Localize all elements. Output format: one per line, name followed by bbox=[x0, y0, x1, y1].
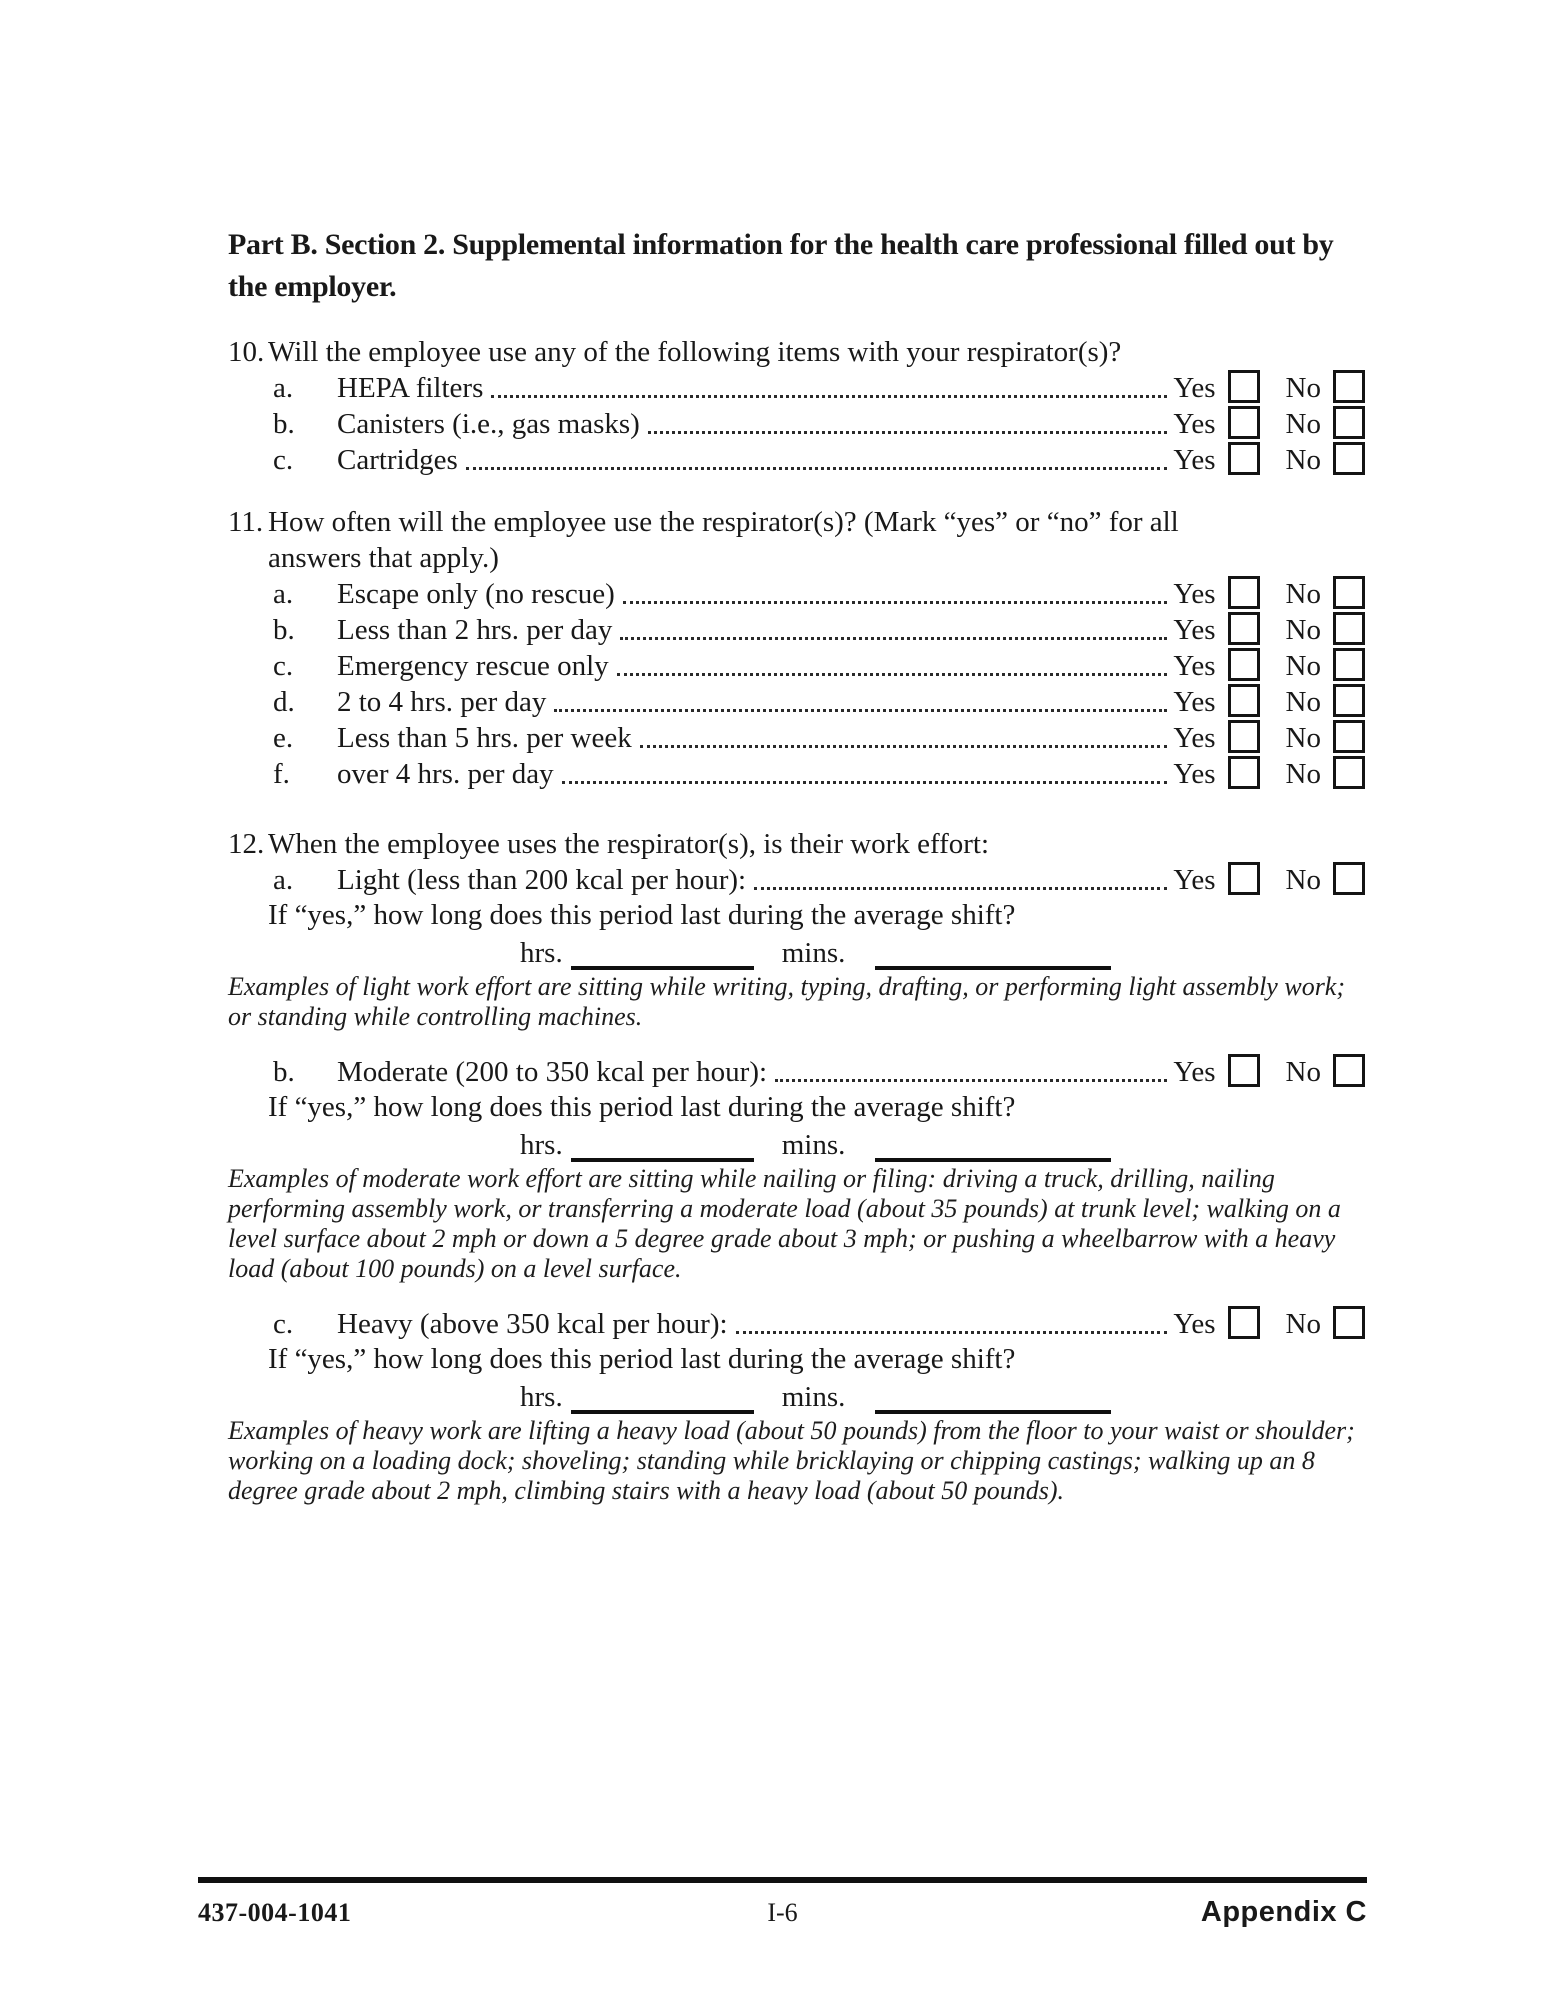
item-letter: b. bbox=[273, 614, 295, 646]
yes-checkbox[interactable] bbox=[1228, 370, 1260, 403]
footer-rule bbox=[198, 1877, 1367, 1883]
if-yes-prompt: If “yes,” how long does this period last during the average shift? bbox=[268, 899, 1016, 931]
footer-page-number: I-6 bbox=[767, 1898, 798, 1927]
no-label: No bbox=[1285, 758, 1321, 790]
item-label: over 4 hrs. per day bbox=[337, 758, 554, 790]
item-row-11f bbox=[273, 756, 1365, 792]
no-label: No bbox=[1285, 1308, 1321, 1340]
item-label: Escape only (no rescue) bbox=[337, 578, 615, 610]
no-checkbox[interactable] bbox=[1333, 442, 1365, 475]
hours-minutes-line bbox=[520, 1125, 1365, 1162]
question-12-head bbox=[228, 826, 1365, 862]
effort-block-heavy bbox=[228, 1306, 1365, 1506]
yes-checkbox[interactable] bbox=[1228, 684, 1260, 717]
minutes-blank-line[interactable] bbox=[875, 1146, 1111, 1162]
yes-checkbox[interactable] bbox=[1228, 862, 1260, 895]
item-row-10c bbox=[273, 442, 1365, 478]
dotted-leader bbox=[620, 637, 1167, 640]
no-label: No bbox=[1285, 650, 1321, 682]
form-content bbox=[228, 224, 1365, 1528]
hours-blank-line[interactable] bbox=[571, 954, 754, 970]
item-label: Moderate (200 to 350 kcal per hour): bbox=[337, 1056, 768, 1088]
item-row-11a bbox=[273, 576, 1365, 612]
effort-block-light bbox=[228, 862, 1365, 1032]
item-letter: d. bbox=[273, 686, 295, 718]
no-checkbox[interactable] bbox=[1333, 648, 1365, 681]
item-label: Cartridges bbox=[337, 444, 458, 476]
question-11-head bbox=[228, 504, 1365, 576]
no-label: No bbox=[1285, 372, 1321, 404]
item-row-12c bbox=[273, 1306, 1365, 1342]
item-row-11b bbox=[273, 612, 1365, 648]
item-row-11e bbox=[273, 720, 1365, 756]
minutes-blank-line[interactable] bbox=[875, 1398, 1111, 1414]
yes-label: Yes bbox=[1173, 686, 1216, 718]
yes-label: Yes bbox=[1173, 614, 1216, 646]
no-checkbox[interactable] bbox=[1333, 684, 1365, 717]
dotted-leader bbox=[640, 745, 1168, 748]
yes-label: Yes bbox=[1173, 1056, 1216, 1088]
dotted-leader bbox=[754, 887, 1167, 890]
no-label: No bbox=[1285, 1056, 1321, 1088]
yes-checkbox[interactable] bbox=[1228, 442, 1260, 475]
item-letter: a. bbox=[273, 864, 294, 896]
item-letter: b. bbox=[273, 1056, 295, 1088]
question-number: 11. bbox=[228, 506, 264, 538]
question-text: How often will the employee use the respirator(s)? (Mark “yes” or “no” for all answers that apply.) bbox=[268, 506, 1179, 574]
no-label: No bbox=[1285, 444, 1321, 476]
item-row-10a bbox=[273, 370, 1365, 406]
yes-label: Yes bbox=[1173, 1308, 1216, 1340]
yes-checkbox[interactable] bbox=[1228, 612, 1260, 645]
question-number: 12. bbox=[228, 828, 265, 860]
no-label: No bbox=[1285, 614, 1321, 646]
hours-minutes-line bbox=[520, 1377, 1365, 1414]
item-letter: c. bbox=[273, 444, 294, 476]
hrs-label: hrs. bbox=[520, 1129, 563, 1161]
item-letter: c. bbox=[273, 650, 294, 682]
minutes-blank-line[interactable] bbox=[875, 954, 1111, 970]
example-text-light: Examples of light work effort are sitting while writing, typing, drafting, or performing light assembly work; or standing while controlling machines. bbox=[228, 972, 1346, 1031]
dotted-leader bbox=[623, 601, 1168, 604]
yes-label: Yes bbox=[1173, 372, 1216, 404]
page-footer bbox=[198, 1877, 1367, 1929]
item-label: Less than 2 hrs. per day bbox=[337, 614, 613, 646]
no-checkbox[interactable] bbox=[1333, 576, 1365, 609]
yes-label: Yes bbox=[1173, 650, 1216, 682]
dotted-leader bbox=[491, 395, 1167, 398]
effort-block-moderate bbox=[228, 1054, 1365, 1284]
mins-label: mins. bbox=[781, 1129, 846, 1161]
section-heading: Part B. Section 2. Supplemental information for the health care professional filled out by the employer. bbox=[228, 228, 1334, 303]
no-checkbox[interactable] bbox=[1333, 370, 1365, 403]
item-row-12b bbox=[273, 1054, 1365, 1090]
item-letter: a. bbox=[273, 372, 294, 404]
yes-checkbox[interactable] bbox=[1228, 406, 1260, 439]
yes-checkbox[interactable] bbox=[1228, 576, 1260, 609]
no-label: No bbox=[1285, 408, 1321, 440]
footer-document-number: 437-004-1041 bbox=[198, 1898, 352, 1927]
item-label: Emergency rescue only bbox=[337, 650, 609, 682]
question-text: Will the employee use any of the following items with your respirator(s)? bbox=[268, 336, 1122, 368]
no-label: No bbox=[1285, 864, 1321, 896]
if-yes-prompt: If “yes,” how long does this period last during the average shift? bbox=[268, 1091, 1016, 1123]
dotted-leader bbox=[554, 709, 1167, 712]
yes-label: Yes bbox=[1173, 444, 1216, 476]
dotted-leader bbox=[775, 1079, 1167, 1082]
hours-blank-line[interactable] bbox=[571, 1398, 754, 1414]
example-text-heavy: Examples of heavy work are lifting a heavy load (about 50 pounds) from the floor to your waist or shoulder; working on a loading dock; shoveling; standing while bricklaying or chipping castings; walking up an 8 degree grade about 2 mph, climbing stairs with a heavy load (about 50 pounds). bbox=[228, 1416, 1355, 1505]
item-letter: f. bbox=[273, 758, 290, 790]
mins-label: mins. bbox=[781, 937, 846, 969]
no-checkbox[interactable] bbox=[1333, 1054, 1365, 1087]
item-letter: b. bbox=[273, 408, 295, 440]
dotted-leader bbox=[562, 781, 1168, 784]
item-label: Canisters (i.e., gas masks) bbox=[337, 408, 640, 440]
no-label: No bbox=[1285, 722, 1321, 754]
no-checkbox[interactable] bbox=[1333, 862, 1365, 895]
item-label: HEPA filters bbox=[337, 372, 484, 404]
footer-appendix-label: Appendix C bbox=[1200, 1896, 1368, 1928]
question-number: 10. bbox=[228, 336, 265, 368]
yes-checkbox[interactable] bbox=[1228, 1054, 1260, 1087]
yes-checkbox[interactable] bbox=[1228, 1306, 1260, 1339]
example-text-moderate: Examples of moderate work effort are sitting while nailing or filing: driving a truck, drilling, nailing performing assembly work, or transferring a moderate load (about 35 pounds) at trunk level; walking on a level surface about 2 mph or down a 5 degree grade about 3 mph; or pushing a wheelbarrow with a heavy load (about 100 pounds) on a level surface. bbox=[228, 1164, 1341, 1283]
question-10 bbox=[228, 334, 1365, 478]
no-checkbox[interactable] bbox=[1333, 1306, 1365, 1339]
hrs-label: hrs. bbox=[520, 937, 563, 969]
item-letter: e. bbox=[273, 722, 294, 754]
item-row-11d bbox=[273, 684, 1365, 720]
yes-checkbox[interactable] bbox=[1228, 648, 1260, 681]
item-row-10b bbox=[273, 406, 1365, 442]
dotted-leader bbox=[466, 467, 1168, 470]
yes-label: Yes bbox=[1173, 758, 1216, 790]
question-text: When the employee uses the respirator(s), is their work effort: bbox=[268, 828, 990, 860]
item-row-12a bbox=[273, 862, 1365, 898]
dotted-leader bbox=[736, 1331, 1168, 1334]
item-label: 2 to 4 hrs. per day bbox=[337, 686, 547, 718]
yes-checkbox[interactable] bbox=[1228, 756, 1260, 789]
no-checkbox[interactable] bbox=[1333, 612, 1365, 645]
no-checkbox[interactable] bbox=[1333, 756, 1365, 789]
item-letter: c. bbox=[273, 1308, 294, 1340]
mins-label: mins. bbox=[781, 1381, 846, 1413]
footer-row bbox=[198, 1896, 1367, 1929]
item-row-11c bbox=[273, 648, 1365, 684]
question-12 bbox=[228, 826, 1365, 1506]
hours-blank-line[interactable] bbox=[571, 1146, 754, 1162]
item-label: Less than 5 hrs. per week bbox=[337, 722, 632, 754]
no-checkbox[interactable] bbox=[1333, 406, 1365, 439]
dotted-leader bbox=[617, 673, 1168, 676]
dotted-leader bbox=[648, 431, 1168, 434]
hrs-label: hrs. bbox=[520, 1381, 563, 1413]
item-label: Light (less than 200 kcal per hour): bbox=[337, 864, 747, 896]
item-label: Heavy (above 350 kcal per hour): bbox=[337, 1308, 728, 1340]
if-yes-prompt: If “yes,” how long does this period last during the average shift? bbox=[268, 1343, 1016, 1375]
item-letter: a. bbox=[273, 578, 294, 610]
yes-label: Yes bbox=[1173, 864, 1216, 896]
yes-label: Yes bbox=[1173, 578, 1216, 610]
question-11 bbox=[228, 504, 1365, 792]
yes-label: Yes bbox=[1173, 408, 1216, 440]
no-checkbox[interactable] bbox=[1333, 720, 1365, 753]
no-label: No bbox=[1285, 686, 1321, 718]
yes-checkbox[interactable] bbox=[1228, 720, 1260, 753]
yes-label: Yes bbox=[1173, 722, 1216, 754]
no-label: No bbox=[1285, 578, 1321, 610]
hours-minutes-line bbox=[520, 933, 1365, 970]
question-10-head bbox=[228, 334, 1365, 370]
